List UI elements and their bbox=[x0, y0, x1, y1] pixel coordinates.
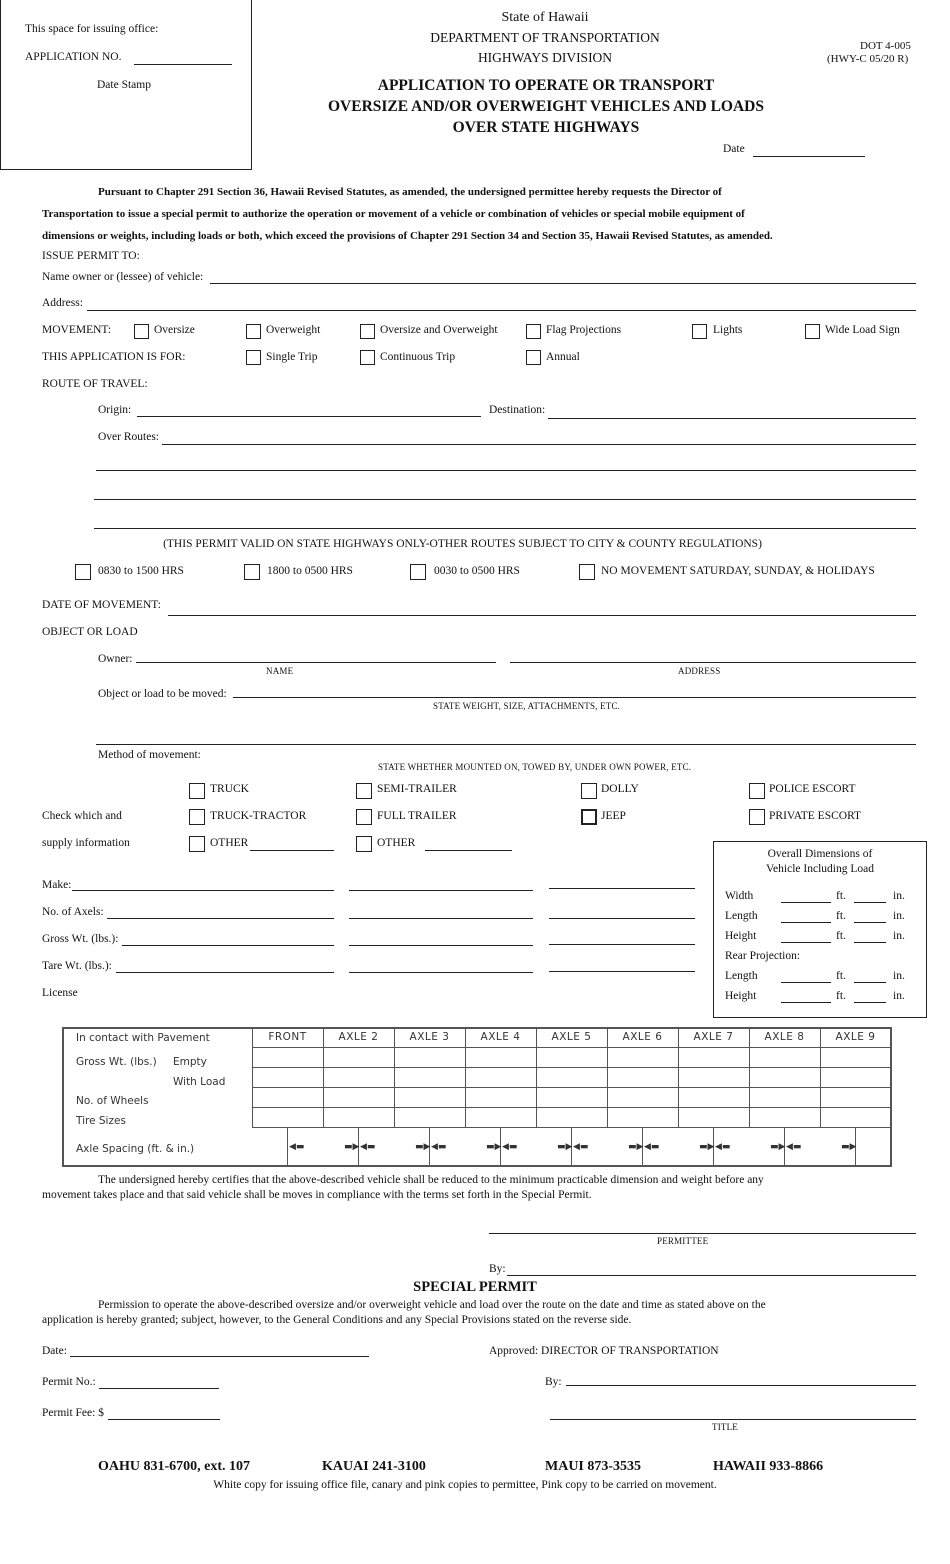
rear-height-label: Height bbox=[725, 990, 757, 1002]
hours-0030-label: 0030 to 0500 HRS bbox=[434, 565, 520, 577]
arrow-right-icon: ▬▶ bbox=[557, 1142, 573, 1152]
origin-label: Origin: bbox=[98, 404, 132, 416]
over-routes-line-3[interactable] bbox=[94, 499, 916, 500]
certification-line-2: movement takes place and that said vehicle shall be moves in compliance with the terms set forth in the Special Permit. bbox=[42, 1189, 592, 1201]
permit-no-field[interactable] bbox=[99, 1388, 219, 1389]
intro-line-1: Pursuant to Chapter 291 Section 36, Hawaii Revised Statutes, as amended, the undersigned permittee hereby requests the Director of bbox=[98, 186, 722, 198]
column-axle-5: AXLE 5 bbox=[551, 1031, 592, 1043]
other-2-label: OTHER bbox=[377, 837, 416, 849]
application-for-label: THIS APPLICATION IS FOR: bbox=[42, 351, 186, 363]
grid-line bbox=[749, 1029, 750, 1127]
dimensions-title-2: Vehicle Including Load bbox=[766, 863, 874, 875]
height-ft-field[interactable] bbox=[781, 942, 831, 943]
certification-line-1: The undersigned hereby certifies that the above-described vehicle shall be reduced to the minimum practicable dimension and weight before any bbox=[98, 1174, 764, 1186]
date-of-movement-field[interactable] bbox=[168, 615, 916, 616]
single-trip-label: Single Trip bbox=[266, 351, 318, 363]
issuing-office-box bbox=[0, 0, 252, 170]
semi-trailer-label: SEMI-TRAILER bbox=[377, 783, 457, 795]
kauai-phone: KAUAI 241-3100 bbox=[322, 1459, 426, 1474]
intro-line-2: Transportation to issue a special permit to authorize the operation or movement of a vehicle or combination of vehicles or special mobile equipment of bbox=[42, 208, 745, 220]
dolly-label: DOLLY bbox=[601, 783, 639, 795]
copies-note: White copy for issuing office file, canary and pink copies to permittee, Pink copy to be carried on movement. bbox=[213, 1479, 717, 1491]
overall-dimensions-box bbox=[713, 841, 927, 1018]
width-in-unit: in. bbox=[893, 890, 905, 902]
special-permit-line-1: Permission to operate the above-described oversize and/or overweight vehicle and load over the route on the date and time as stated above on the bbox=[98, 1299, 766, 1311]
gross-weight-field-3[interactable] bbox=[549, 944, 695, 945]
method-caption: STATE WHETHER MOUNTED ON, TOWED BY, UNDER OWN POWER, ETC. bbox=[378, 762, 692, 772]
division-name: HIGHWAYS DIVISION bbox=[477, 50, 613, 65]
annual-label: Annual bbox=[546, 351, 580, 363]
grid-line bbox=[394, 1029, 395, 1127]
rear-height-in-field[interactable] bbox=[854, 1002, 886, 1003]
address-label: Address: bbox=[42, 297, 83, 309]
name-caption: NAME bbox=[266, 666, 294, 676]
column-axle-4: AXLE 4 bbox=[480, 1031, 521, 1043]
checkbox-single-trip[interactable] bbox=[246, 350, 261, 365]
permittee-signature-field[interactable] bbox=[489, 1233, 916, 1234]
gross-weight-field-2[interactable] bbox=[349, 945, 533, 946]
supply-info-label: supply information bbox=[42, 837, 130, 849]
axles-field-3[interactable] bbox=[549, 918, 695, 919]
width-label: Width bbox=[725, 890, 754, 902]
other-1-label: OTHER bbox=[210, 837, 249, 849]
dimensions-title-1: Overall Dimensions of bbox=[767, 848, 873, 860]
width-ft-field[interactable] bbox=[781, 902, 831, 903]
application-no-field[interactable] bbox=[134, 64, 232, 65]
truck-tractor-label: TRUCK-TRACTOR bbox=[210, 810, 307, 822]
title-line-2: OVERSIZE AND/OR OVERWEIGHT VEHICLES AND LOADS bbox=[327, 98, 764, 115]
length-ft-field[interactable] bbox=[781, 922, 831, 923]
column-front: FRONT bbox=[268, 1031, 307, 1043]
load-owner-address-field[interactable] bbox=[510, 662, 916, 663]
checkbox-other-2[interactable] bbox=[356, 836, 372, 852]
gross-weight-field-1[interactable] bbox=[122, 945, 334, 946]
rear-length-in-field[interactable] bbox=[854, 982, 886, 983]
grid-line bbox=[678, 1029, 679, 1127]
over-routes-field[interactable] bbox=[162, 444, 916, 445]
checkbox-hours-0830[interactable] bbox=[75, 564, 91, 580]
permit-fee-label: Permit Fee: $ bbox=[42, 1407, 104, 1419]
gross-wt-label: Gross Wt. (lbs.) bbox=[76, 1056, 157, 1068]
checkbox-private-escort[interactable] bbox=[749, 809, 765, 825]
object-moved-field[interactable] bbox=[233, 697, 916, 698]
arrow-right-icon: ▬▶ bbox=[344, 1142, 360, 1152]
rear-height-in-unit: in. bbox=[893, 990, 905, 1002]
permit-no-label: Permit No.: bbox=[42, 1376, 96, 1388]
grid-line bbox=[465, 1029, 466, 1127]
checkbox-semi-trailer[interactable] bbox=[356, 783, 372, 799]
axles-field-2[interactable] bbox=[349, 918, 533, 919]
over-routes-line-4[interactable] bbox=[94, 528, 916, 529]
empty-label: Empty bbox=[173, 1056, 207, 1068]
checkbox-annual[interactable] bbox=[526, 350, 541, 365]
checkbox-no-weekend[interactable] bbox=[579, 564, 595, 580]
destination-label: Destination: bbox=[489, 404, 546, 416]
gross-weight-label: Gross Wt. (lbs.): bbox=[42, 933, 119, 945]
arrow-left-icon: ◀▬ bbox=[573, 1142, 589, 1152]
width-ft-unit: ft. bbox=[836, 890, 846, 902]
owner-label: Owner: bbox=[98, 653, 133, 665]
license-label: License bbox=[42, 987, 78, 999]
rear-height-ft-field[interactable] bbox=[781, 1002, 831, 1003]
make-field-1[interactable] bbox=[72, 890, 334, 891]
date-field[interactable] bbox=[753, 156, 865, 157]
date-of-movement-label: DATE OF MOVEMENT: bbox=[42, 599, 161, 611]
checkbox-truck[interactable] bbox=[189, 783, 205, 799]
axle-spacing-label: Axle Spacing (ft. & in.) bbox=[76, 1143, 195, 1155]
arrow-left-icon: ◀▬ bbox=[289, 1142, 305, 1152]
make-field-2[interactable] bbox=[349, 890, 533, 891]
over-routes-line-2[interactable] bbox=[96, 470, 916, 471]
owner-name-label: Name owner or (lessee) of vehicle: bbox=[42, 271, 204, 283]
column-axle-9: AXLE 9 bbox=[835, 1031, 876, 1043]
oversize-overweight-label: Oversize and Overweight bbox=[380, 324, 498, 336]
column-axle-2: AXLE 2 bbox=[338, 1031, 379, 1043]
checkbox-wide-load-sign[interactable] bbox=[805, 324, 820, 339]
rear-length-ft-field[interactable] bbox=[781, 982, 831, 983]
permittee-by-label: By: bbox=[489, 1263, 506, 1275]
axles-field-1[interactable] bbox=[107, 918, 334, 919]
object-moved-line-2[interactable] bbox=[96, 744, 916, 745]
wide-load-sign-label: Wide Load Sign bbox=[825, 324, 900, 336]
arrow-right-icon: ▬▶ bbox=[770, 1142, 786, 1152]
title-caption: TITLE bbox=[712, 1422, 738, 1432]
length-in-field[interactable] bbox=[854, 922, 886, 923]
method-label: Method of movement: bbox=[98, 749, 201, 761]
permittee-caption: PERMITTEE bbox=[657, 1236, 709, 1246]
issue-permit-label: ISSUE PERMIT TO: bbox=[42, 250, 140, 262]
wheels-label: No. of Wheels bbox=[76, 1095, 149, 1107]
intro-line-3: dimensions or weights, including loads or both, which exceed the provisions of Chapter 291 Section 34 and Section 35, Hawaii Revised Statutes, as amended. bbox=[42, 230, 773, 242]
date-label: Date bbox=[723, 143, 745, 155]
title-field[interactable] bbox=[550, 1419, 916, 1420]
checkbox-other-1[interactable] bbox=[189, 836, 205, 852]
permittee-by-field[interactable] bbox=[507, 1275, 916, 1276]
other-1-field[interactable] bbox=[250, 850, 334, 851]
application-no-label: APPLICATION NO. bbox=[25, 51, 122, 63]
arrow-left-icon: ◀▬ bbox=[502, 1142, 518, 1152]
grid-line bbox=[252, 1029, 253, 1127]
make-label: Make: bbox=[42, 879, 72, 891]
hawaii-phone: HAWAII 933-8866 bbox=[713, 1459, 824, 1474]
jeep-label: JEEP bbox=[601, 810, 626, 822]
approved-by-field[interactable] bbox=[566, 1385, 916, 1386]
address-caption: ADDRESS bbox=[678, 666, 721, 676]
arrow-right-icon: ▬▶ bbox=[486, 1142, 502, 1152]
route-label: ROUTE OF TRAVEL: bbox=[42, 378, 148, 390]
tare-weight-label: Tare Wt. (lbs.): bbox=[42, 960, 112, 972]
grid-line bbox=[536, 1029, 537, 1127]
approved-label: Approved: DIRECTOR OF TRANSPORTATION bbox=[489, 1345, 719, 1357]
private-escort-label: PRIVATE ESCORT bbox=[769, 810, 862, 822]
permit-date-label: Date: bbox=[42, 1345, 67, 1357]
permit-fee-field[interactable] bbox=[108, 1419, 220, 1420]
rear-length-label: Length bbox=[725, 970, 758, 982]
checkbox-full-trailer[interactable] bbox=[356, 809, 372, 825]
column-axle-3: AXLE 3 bbox=[409, 1031, 450, 1043]
title-line-1: APPLICATION TO OPERATE OR TRANSPORT bbox=[377, 77, 715, 94]
grid-line bbox=[323, 1029, 324, 1127]
arrow-right-icon: ▬▶ bbox=[415, 1142, 431, 1152]
overweight-label: Overweight bbox=[266, 324, 321, 336]
object-moved-label: Object or load to be moved: bbox=[98, 688, 227, 700]
oahu-phone: OAHU 831-6700, ext. 107 bbox=[98, 1459, 251, 1474]
title-line-3: OVER STATE HIGHWAYS bbox=[452, 119, 640, 136]
arrow-right-icon: ▬▶ bbox=[699, 1142, 715, 1152]
police-escort-label: POLICE ESCORT bbox=[769, 783, 856, 795]
continuous-trip-label: Continuous Trip bbox=[380, 351, 456, 363]
column-axle-6: AXLE 6 bbox=[622, 1031, 663, 1043]
special-permit-line-2: application is hereby granted; subject, however, to the General Conditions and any Special Provisions stated on the reverse side. bbox=[42, 1314, 632, 1326]
oversize-label: Oversize bbox=[154, 324, 195, 336]
tire-sizes-label: Tire Sizes bbox=[76, 1115, 126, 1127]
approved-by-label: By: bbox=[545, 1376, 562, 1388]
checkbox-jeep[interactable] bbox=[581, 809, 597, 825]
spacing-tick bbox=[287, 1127, 288, 1165]
arrow-left-icon: ◀▬ bbox=[431, 1142, 447, 1152]
checkbox-police-escort[interactable] bbox=[749, 783, 765, 799]
column-axle-8: AXLE 8 bbox=[764, 1031, 805, 1043]
form-revision: (HWY-C 05/20 R) bbox=[827, 53, 909, 65]
grid-line bbox=[252, 1107, 890, 1108]
origin-field[interactable] bbox=[137, 416, 481, 417]
object-caption: STATE WEIGHT, SIZE, ATTACHMENTS, ETC. bbox=[433, 701, 621, 711]
permit-date-field[interactable] bbox=[70, 1356, 369, 1357]
checkbox-dolly[interactable] bbox=[581, 783, 597, 799]
with-load-label: With Load bbox=[173, 1076, 226, 1088]
arrow-left-icon: ◀▬ bbox=[360, 1142, 376, 1152]
date-stamp-label: Date Stamp bbox=[97, 79, 151, 91]
flag-projections-label: Flag Projections bbox=[546, 324, 622, 336]
axles-label: No. of Axels: bbox=[42, 906, 104, 918]
lights-label: Lights bbox=[713, 324, 743, 336]
rear-length-ft-unit: ft. bbox=[836, 970, 846, 982]
checkbox-hours-0030[interactable] bbox=[410, 564, 426, 580]
arrow-left-icon: ◀▬ bbox=[644, 1142, 660, 1152]
issuing-office-label: This space for issuing office: bbox=[25, 23, 159, 35]
rear-projection-label: Rear Projection: bbox=[725, 950, 801, 962]
checkbox-overweight[interactable] bbox=[246, 324, 261, 339]
load-owner-name-field[interactable] bbox=[136, 662, 496, 663]
height-label: Height bbox=[725, 930, 757, 942]
truck-label: TRUCK bbox=[210, 783, 249, 795]
checkbox-continuous-trip[interactable] bbox=[360, 350, 375, 365]
owner-name-field[interactable] bbox=[210, 283, 916, 284]
form-number: DOT 4-005 bbox=[860, 40, 911, 52]
checkbox-oversize[interactable] bbox=[134, 324, 149, 339]
tare-weight-field-1[interactable] bbox=[116, 972, 334, 973]
width-in-field[interactable] bbox=[854, 902, 886, 903]
checkbox-lights[interactable] bbox=[692, 324, 707, 339]
full-trailer-label: FULL TRAILER bbox=[377, 810, 457, 822]
arrow-left-icon: ◀▬ bbox=[715, 1142, 731, 1152]
object-or-load-label: OBJECT OR LOAD bbox=[42, 626, 138, 638]
height-ft-unit: ft. bbox=[836, 930, 846, 942]
grid-line bbox=[252, 1087, 890, 1088]
tare-weight-field-3[interactable] bbox=[549, 971, 695, 972]
checkbox-truck-tractor[interactable] bbox=[189, 809, 205, 825]
height-in-field[interactable] bbox=[854, 942, 886, 943]
length-label: Length bbox=[725, 910, 758, 922]
checkbox-flag-projections[interactable] bbox=[526, 324, 541, 339]
height-in-unit: in. bbox=[893, 930, 905, 942]
grid-line bbox=[607, 1029, 608, 1127]
arrow-left-icon: ◀▬ bbox=[786, 1142, 802, 1152]
rear-length-in-unit: in. bbox=[893, 970, 905, 982]
length-in-unit: in. bbox=[893, 910, 905, 922]
tare-weight-field-2[interactable] bbox=[349, 972, 533, 973]
maui-phone: MAUI 873-3535 bbox=[545, 1459, 642, 1474]
over-routes-label: Over Routes: bbox=[98, 431, 160, 443]
contact-label: In contact with Pavement bbox=[76, 1032, 210, 1044]
state-name: State of Hawaii bbox=[501, 10, 589, 25]
checkbox-oversize-overweight[interactable] bbox=[360, 324, 375, 339]
make-field-3[interactable] bbox=[549, 888, 695, 889]
axle-table bbox=[62, 1027, 892, 1167]
grid-line bbox=[252, 1047, 890, 1048]
hours-1800-label: 1800 to 0500 HRS bbox=[267, 565, 353, 577]
hours-0830-label: 0830 to 1500 HRS bbox=[98, 565, 184, 577]
arrow-right-icon: ▬▶ bbox=[628, 1142, 644, 1152]
length-ft-unit: ft. bbox=[836, 910, 846, 922]
department-name: DEPARTMENT OF TRANSPORTATION bbox=[430, 30, 660, 45]
other-2-field[interactable] bbox=[425, 850, 512, 851]
route-notice: (THIS PERMIT VALID ON STATE HIGHWAYS ONLY-OTHER ROUTES SUBJECT TO CITY & COUNTY REGULATIONS) bbox=[163, 538, 762, 550]
rear-height-ft-unit: ft. bbox=[836, 990, 846, 1002]
check-which-label: Check which and bbox=[42, 810, 122, 822]
column-axle-7: AXLE 7 bbox=[693, 1031, 734, 1043]
no-weekend-label: NO MOVEMENT SATURDAY, SUNDAY, & HOLIDAYS bbox=[601, 565, 875, 577]
special-permit-title: SPECIAL PERMIT bbox=[413, 1279, 537, 1295]
arrow-right-icon: ▬▶ bbox=[841, 1142, 857, 1152]
address-field[interactable] bbox=[87, 310, 916, 311]
movement-label: MOVEMENT: bbox=[42, 324, 112, 336]
grid-line bbox=[820, 1029, 821, 1127]
checkbox-hours-1800[interactable] bbox=[244, 564, 260, 580]
grid-line bbox=[252, 1067, 890, 1068]
destination-field[interactable] bbox=[548, 418, 916, 419]
